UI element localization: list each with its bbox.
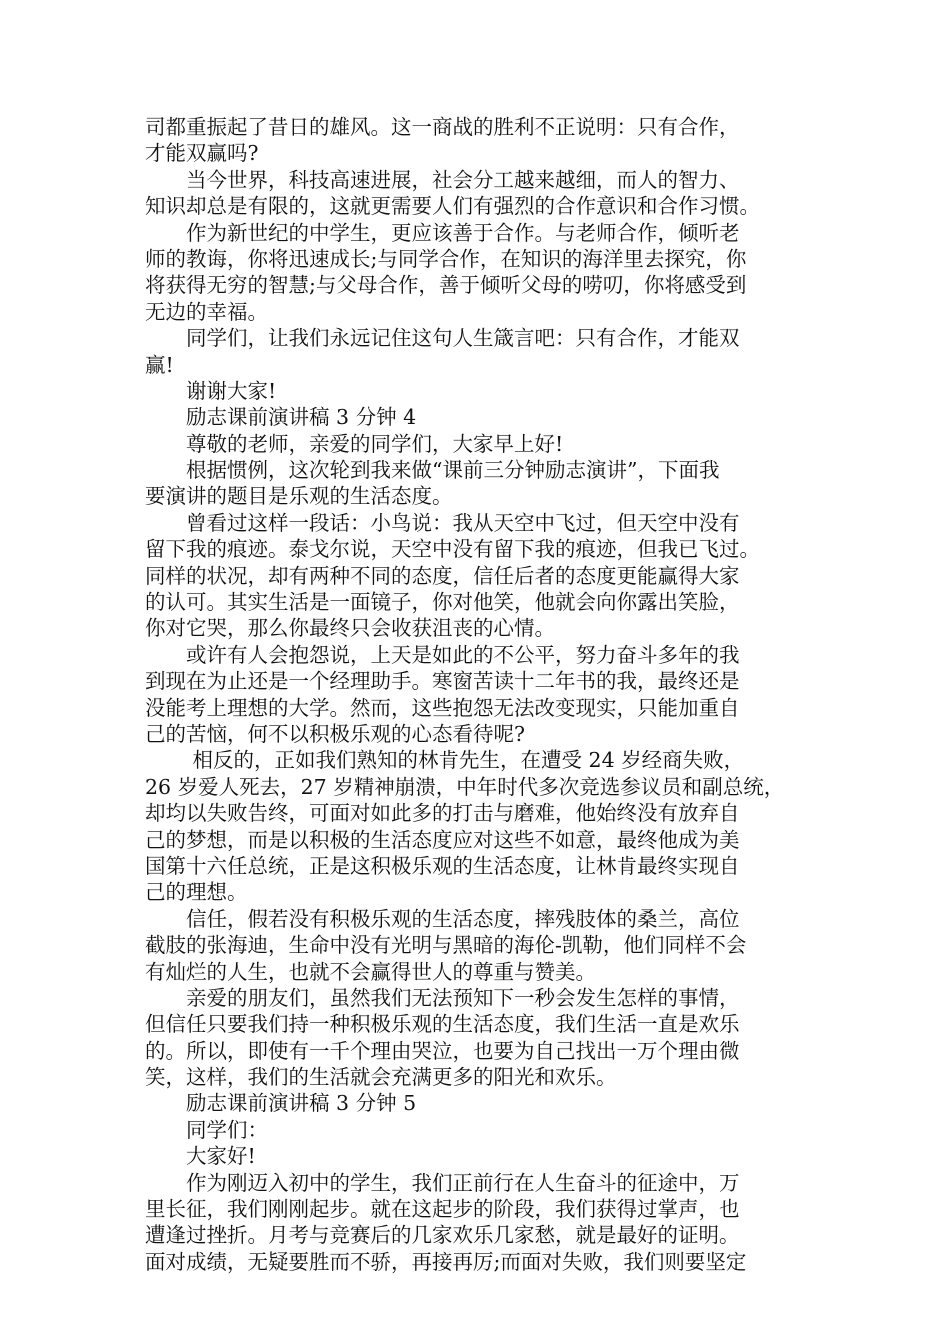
text-line: 国第十六任总统，正是这积极乐观的生活态度，让林肯最终实现自 [145, 853, 740, 878]
text-line: 信任，假若没有积极乐观的生活态度，摔残肢体的桑兰，高位 [145, 906, 740, 931]
text-line: 里长征，我们刚刚起步。就在这起步的阶段，我们获得过掌声，也 [145, 1197, 740, 1222]
text-line: 师的教诲，你将迅速成长;与同学合作，在知识的海洋里去探究，你 [145, 246, 747, 271]
text-line: 或许有人会抱怨说，上天是如此的不公平，努力奋斗多年的我 [145, 642, 740, 667]
section-heading: 励志课前演讲稿 3 分钟 4 [145, 405, 417, 430]
body-text [145, 114, 811, 1275]
text-line: 谢谢大家! [145, 378, 277, 403]
text-line: 相反的，正如我们熟知的林肯先生，在遭受 24 岁经商失败， [145, 748, 745, 773]
text-line: 作为新世纪的中学生，更应该善于合作。与老师合作，倾听老 [145, 220, 740, 245]
text-line: 26 岁爱人死去，27 岁精神崩溃，中年时代多次竞选参议员和副总统， [145, 774, 785, 799]
text-line: 面对成绩，无疑要胜而不骄，再接再厉;而面对失败，我们则要坚定 [145, 1249, 747, 1274]
text-line: 的认可。其实生活是一面镜子，你对他笑，他就会向你露出笑脸， [145, 590, 740, 615]
text-line: 遭逢过挫折。月考与竞赛后的几家欢乐几家愁，就是最好的证明。 [145, 1223, 740, 1248]
text-line: 亲爱的朋友们，虽然我们无法预知下一秒会发生怎样的事情， [145, 985, 740, 1010]
text-line: 到现在为止还是一个经理助手。寒窗苦读十二年书的我，最终还是 [145, 669, 740, 694]
text-line: 己的梦想，而是以积极的生活态度应对这些不如意，最终他成为美 [145, 827, 740, 852]
text-line: 要演讲的题目是乐观的生活态度。 [145, 484, 453, 509]
text-line: 留下我的痕迹。泰戈尔说，天空中没有留下我的痕迹，但我已飞过。 [145, 537, 760, 562]
text-line: 当今世界，科技高速进展，社会分工越来越细，而人的智力、 [145, 167, 740, 192]
text-line: 的。所以，即使有一千个理由哭泣，也要为自己找出一万个理由微 [145, 1038, 740, 1063]
text-line: 尊敬的老师，亲爱的同学们，大家早上好! [145, 431, 564, 456]
text-line: 同学们： [145, 1117, 268, 1142]
text-line: 己的苦恼，何不以积极乐观的心态看待呢? [145, 721, 525, 746]
text-line: 根据惯例，这次轮到我来做“课前三分钟励志演讲”，下面我 [145, 458, 720, 483]
text-line: 大家好! [145, 1144, 256, 1169]
text-line: 己的理想。 [145, 880, 248, 905]
text-line: 作为刚迈入初中的学生，我们正前行在人生奋斗的征途中，万 [145, 1170, 740, 1195]
text-line: 同样的状况，却有两种不同的态度，信任后者的态度更能赢得大家 [145, 563, 740, 588]
text-line: 你对它哭，那么你最终只会收获沮丧的心情。 [145, 616, 555, 641]
text-line: 将获得无穷的智慧;与父母合作，善于倾听父母的唠叨，你将感受到 [145, 273, 747, 298]
text-line: 知识却总是有限的，这就更需要人们有强烈的合作意识和合作习惯。 [145, 194, 760, 219]
text-line: 才能双赢吗? [145, 141, 259, 166]
text-line: 却均以失败告终，可面对如此多的打击与磨难，他始终没有放弃自 [145, 801, 740, 826]
text-line: 司都重振起了昔日的雄风。这一商战的胜利不正说明：只有合作， [145, 115, 740, 139]
text-line: 同学们，让我们永远记住这句人生箴言吧：只有合作，才能双 [145, 326, 740, 351]
text-line: 曾看过这样一段话：小鸟说：我从天空中飞过，但天空中没有 [145, 510, 740, 535]
text-line: 没能考上理想的大学。然而，这些抱怨无法改变现实，只能加重自 [145, 695, 740, 720]
text-line: 笑，这样，我们的生活就会充满更多的阳光和欢乐。 [145, 1065, 617, 1090]
text-line: 赢! [145, 352, 174, 377]
text-line: 但信任只要我们持一种积极乐观的生活态度，我们生活一直是欢乐 [145, 1012, 740, 1037]
text-line: 无边的幸福。 [145, 299, 268, 324]
text-line: 截肢的张海迪，生命中没有光明与黑暗的海伦-凯勒，他们同样不会 [145, 933, 747, 958]
section-heading: 励志课前演讲稿 3 分钟 5 [145, 1091, 417, 1116]
text-line: 有灿烂的人生，也就不会赢得世人的尊重与赞美。 [145, 959, 596, 984]
